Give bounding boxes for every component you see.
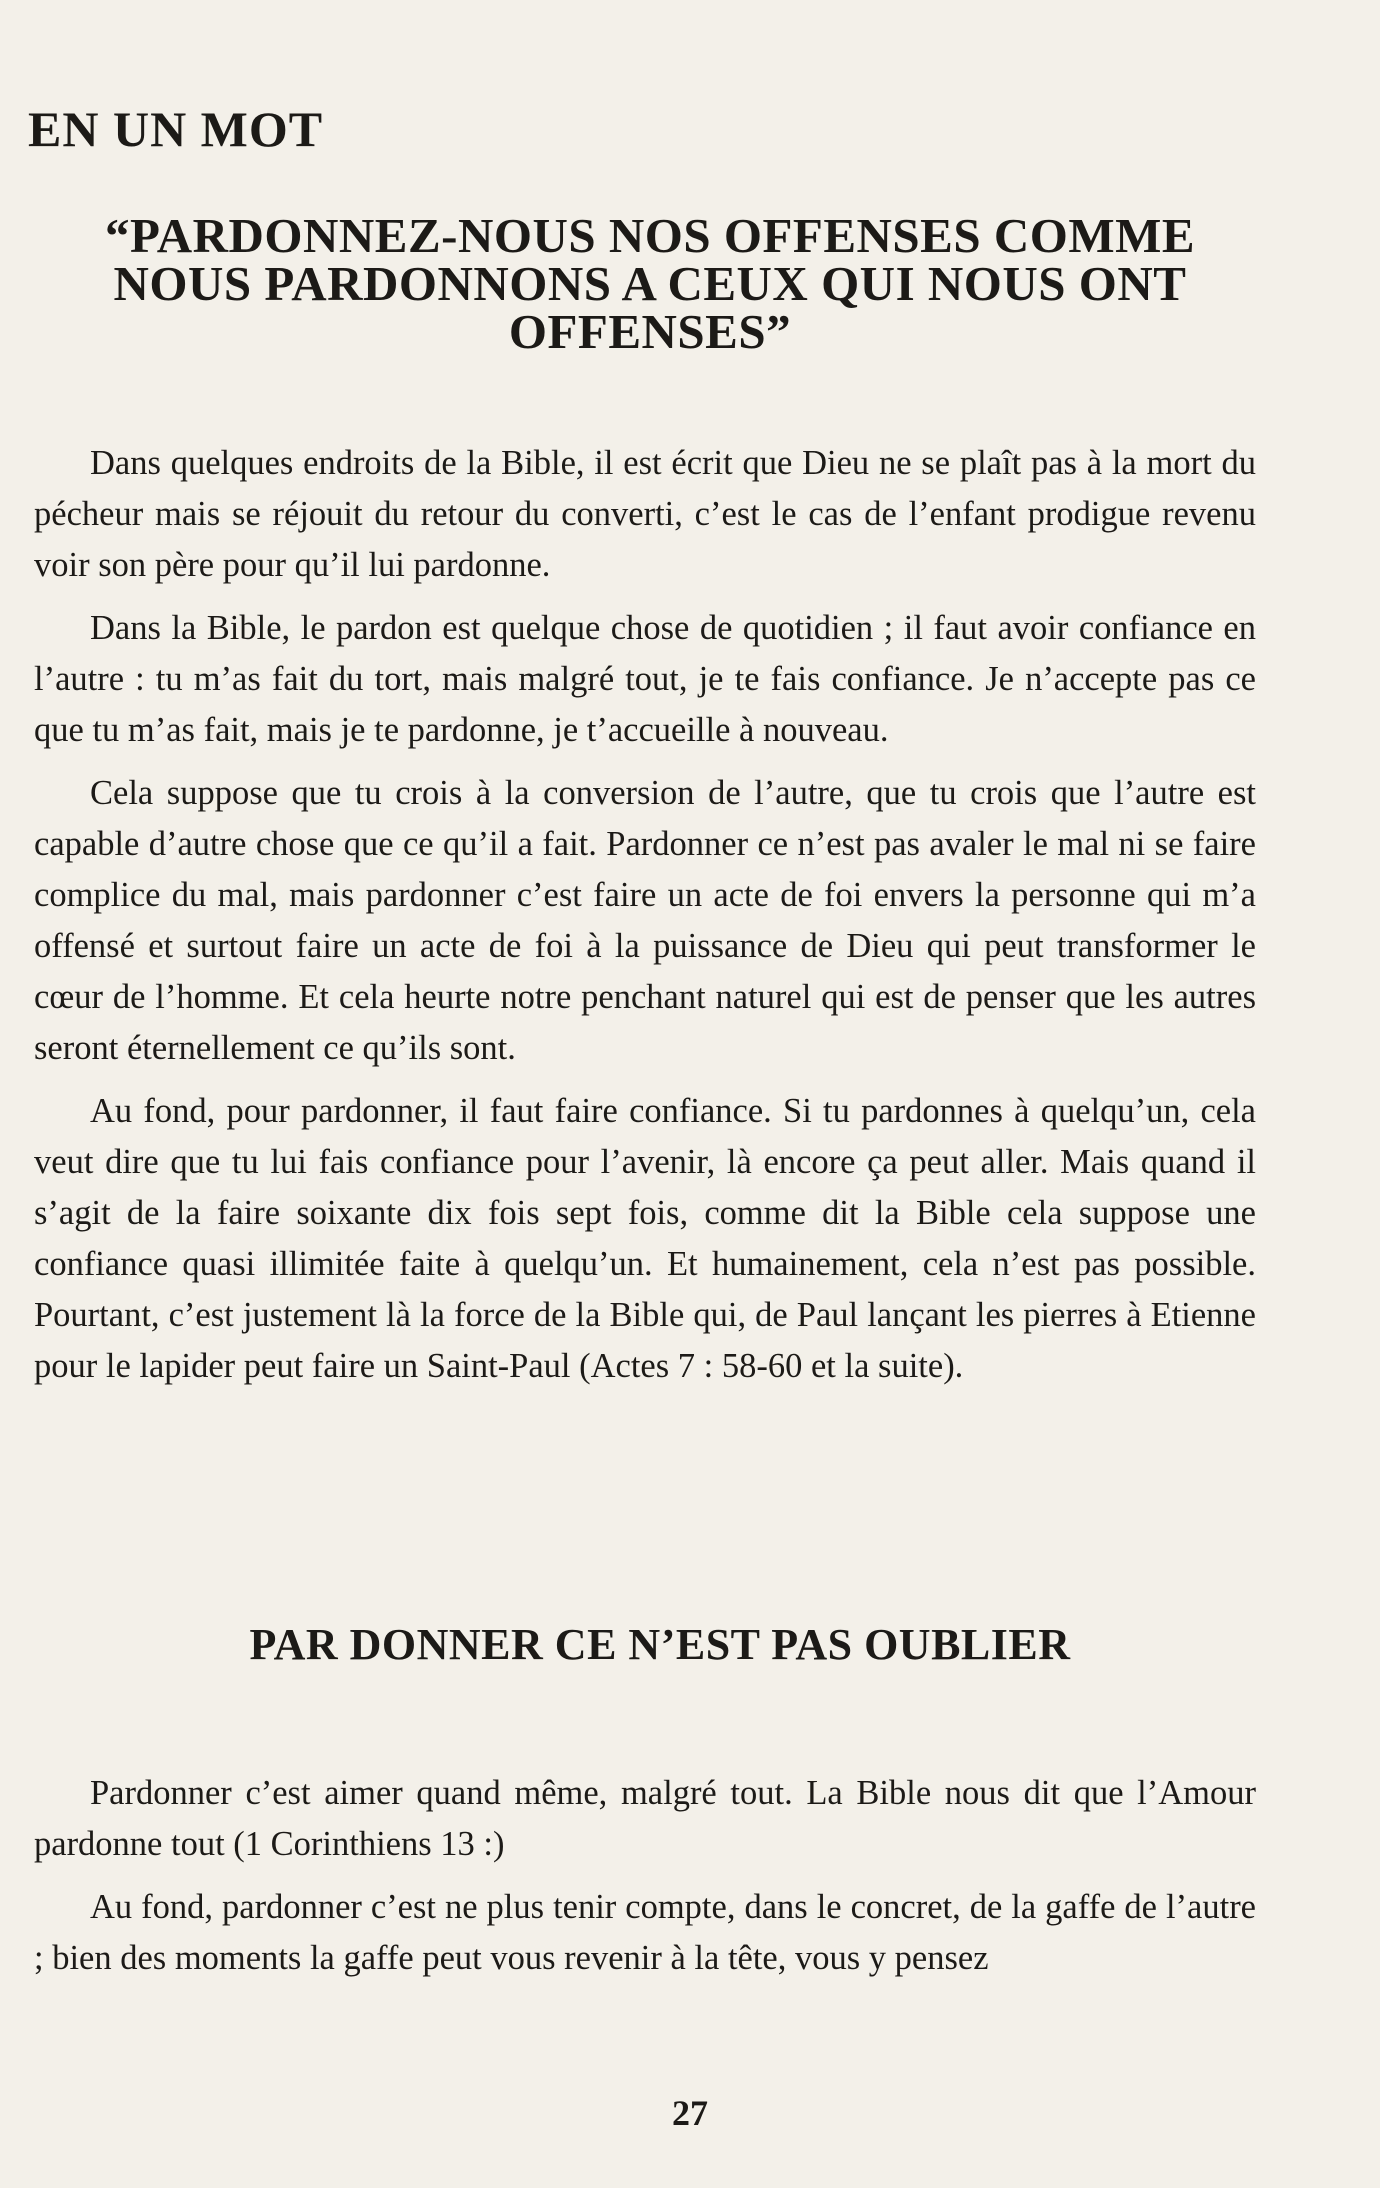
page-number: 27 — [672, 2093, 708, 2133]
paragraph: Au fond, pardonner c’est ne plus tenir compte, dans le concret, de la gaffe de l’autre ; bien des moments la gaffe peut vous revenir à la tête, vous y pensez — [34, 1888, 1256, 1977]
paragraph: Dans la Bible, le pardon est quelque chose de quotidien ; il faut avoir confiance en l’autre : tu m’as fait du tort, mais malgré tout, je te fais confiance. Je n’accepte pas ce que tu m’as fait, mais je te pardonne, je t’accueille à nouveau. — [34, 609, 1256, 749]
section-label: EN UN MOT — [28, 101, 324, 157]
paragraph: Cela suppose que tu crois à la conversion de l’autre, que tu crois que l’autre est capable d’autre chose que ce qu’il a fait. Pardonner ce n’est pas avaler le mal ni se faire complice du mal, mais pardonner c’est faire un acte de foi envers la personne qui m’a offensé et surtout faire un acte de foi à la puissance de Dieu qui peut transformer le cœur de l’homme. Et cela heurte notre penchant naturel qui est de penser que les autres seront éternellement ce qu’ils sont. — [34, 774, 1256, 1067]
section-subtitle: PAR DONNER CE N’EST PAS OUBLIER — [249, 1620, 1071, 1669]
paragraph: Pardonner c’est aimer quand même, malgré tout. La Bible nous dit que l’Amour pardonne tout (1 Corinthiens 13 :) — [34, 1774, 1256, 1863]
paragraph: Dans quelques endroits de la Bible, il est écrit que Dieu ne se plaît pas à la mort du pécheur mais se réjouit du retour du converti, c’est le cas de l’enfant prodigue revenu voir son père pour qu’il lui pardonne. — [34, 444, 1256, 584]
text-block-part1 — [34, 438, 1256, 1404]
text-block-part2 — [34, 1768, 1256, 1996]
page-title: “PARDONNEZ-NOUS NOS OFFENSES COMME NOUS PARDONNONS A CEUX QUI NOUS ONT OFFENSES” — [104, 208, 1196, 359]
paragraph: Au fond, pour pardonner, il faut faire confiance. Si tu pardonnes à quelqu’un, cela veut dire que tu lui fais confiance pour l’avenir, là encore ça peut aller. Mais quand il s’agit de la faire soixante dix fois sept fois, comme dit la Bible cela suppose une confiance quasi illimitée faite à quelqu’un. Et humainement, cela n’est pas possible. Pourtant, c’est justement là la force de la Bible qui, de Paul lançant les pierres à Etienne pour le lapider peut faire un Saint-Paul (Actes 7 : 58-60 et la suite). — [34, 1092, 1256, 1385]
